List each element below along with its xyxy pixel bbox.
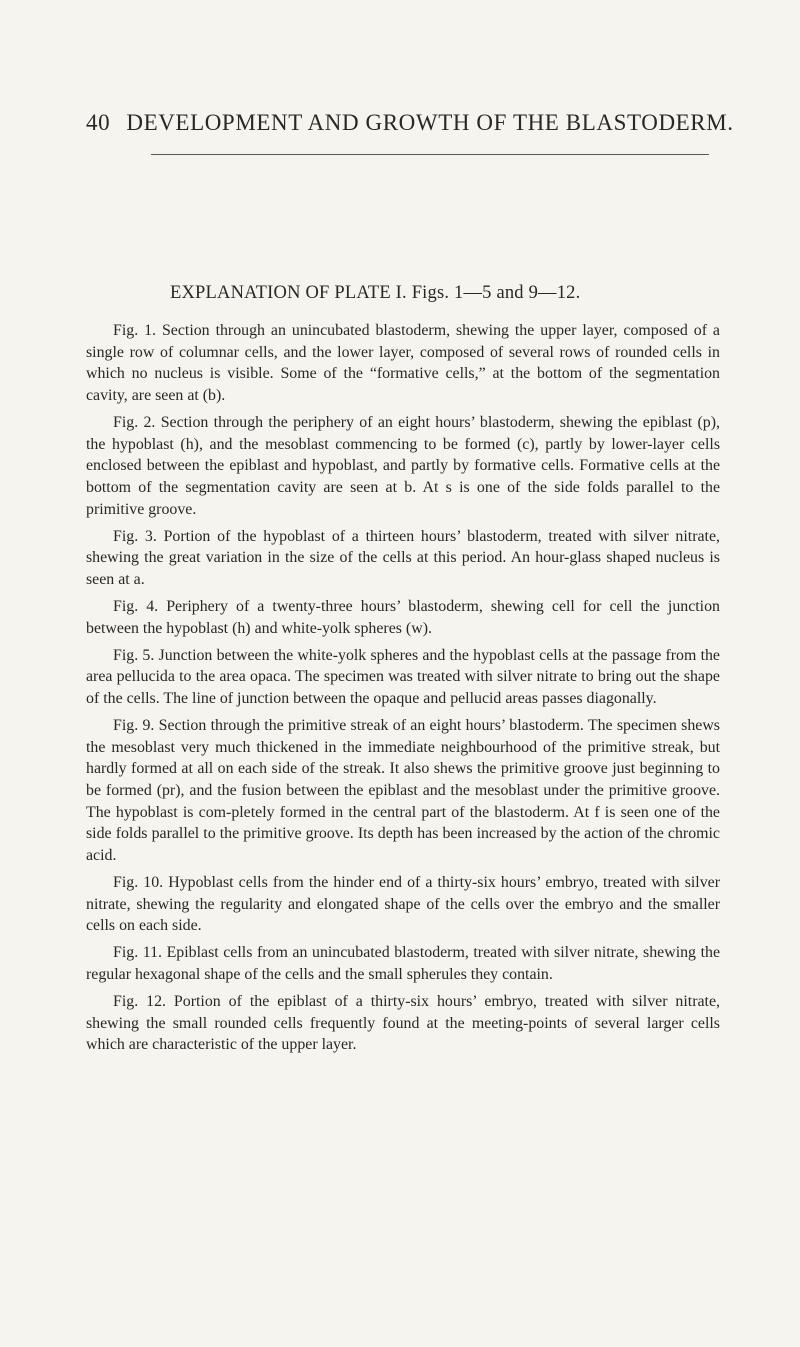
fig-1-explanation: Fig. 1. Section through an unincubated blastoderm, shewing the upper layer, composed of a single row of columnar cells, and the lower layer, composed of several rows of rounded cells in which no nucleus is visible. Some of the “formative cells,” at the bottom of the segmentation cavity, are seen at (b). <box>86 322 720 405</box>
fig-5-explanation: Fig. 5. Junction between the white-yolk spheres and the hypoblast cells at the passage from the area pellucida to the area opaca. The specimen was treated with silver nitrate to bring out the shape of the cells. The line of junction between the opaque and pellucid areas passes diagonally. <box>86 646 720 707</box>
fig-9-explanation: Fig. 9. Section through the primitive streak of an eight hours’ blastoderm. The specimen shews the mesoblast very much thickened in the immediate neighbourhood of the primitive streak, but hardly formed at all on each side of the streak. It also shews the primitive groove just beginning to be formed (pr), and the fusion between the epiblast and the mesoblast under the primitive groove. The hypoblast is com-pletely formed in the central part of the blastoderm. At f is seen one of the side folds parallel to the primitive groove. Its depth has been increased by the action of the chromic acid. <box>86 716 720 865</box>
page-number: 40 <box>86 110 111 135</box>
header-rule <box>151 154 709 155</box>
fig-4-explanation: Fig. 4. Periphery of a twenty-three hours’ blastoderm, shewing cell for cell the junction between the hypoblast (h) and white-yolk spheres (w). <box>86 598 720 637</box>
section-heading: EXPLANATION OF PLATE I. Figs. 1—5 and 9—12. <box>170 283 581 303</box>
fig-12-explanation: Fig. 12. Portion of the epiblast of a thirty-six hours’ embryo, treated with silver nitrate, shewing the small rounded cells frequently found at the meeting-points of several larger cells which are characteristic of the upper layer. <box>86 992 720 1054</box>
figure-explanations <box>86 320 720 1056</box>
running-head: DEVELOPMENT AND GROWTH OF THE BLASTODERM. <box>126 110 734 135</box>
fig-11-explanation: Fig. 11. Epiblast cells from an unincubated blastoderm, treated with silver nitrate, shewing the regular hexagonal shape of the cells and the small spherules they contain. <box>86 944 720 983</box>
page-header <box>86 110 734 146</box>
fig-3-explanation: Fig. 3. Portion of the hypoblast of a thirteen hours’ blastoderm, treated with silver nitrate, shewing the great variation in the size of the cells at this period. An hour-glass shaped nucleus is seen at a. <box>86 527 720 589</box>
fig-10-explanation: Fig. 10. Hypoblast cells from the hinder end of a thirty-six hours’ embryo, treated with silver nitrate, shewing the regularity and elongated shape of the cells over the embryo and the smaller cells on each side. <box>86 874 720 935</box>
fig-2-explanation: Fig. 2. Section through the periphery of an eight hours’ blastoderm, shewing the epiblast (p), the hypoblast (h), and the mesoblast commencing to be formed (c), partly by lower-layer cells enclosed between the epiblast and hypoblast, and partly by formative cells. Formative cells at the bottom of the segmentation cavity are seen at b. At s is one of the side folds parallel to the primitive groove. <box>86 414 720 518</box>
